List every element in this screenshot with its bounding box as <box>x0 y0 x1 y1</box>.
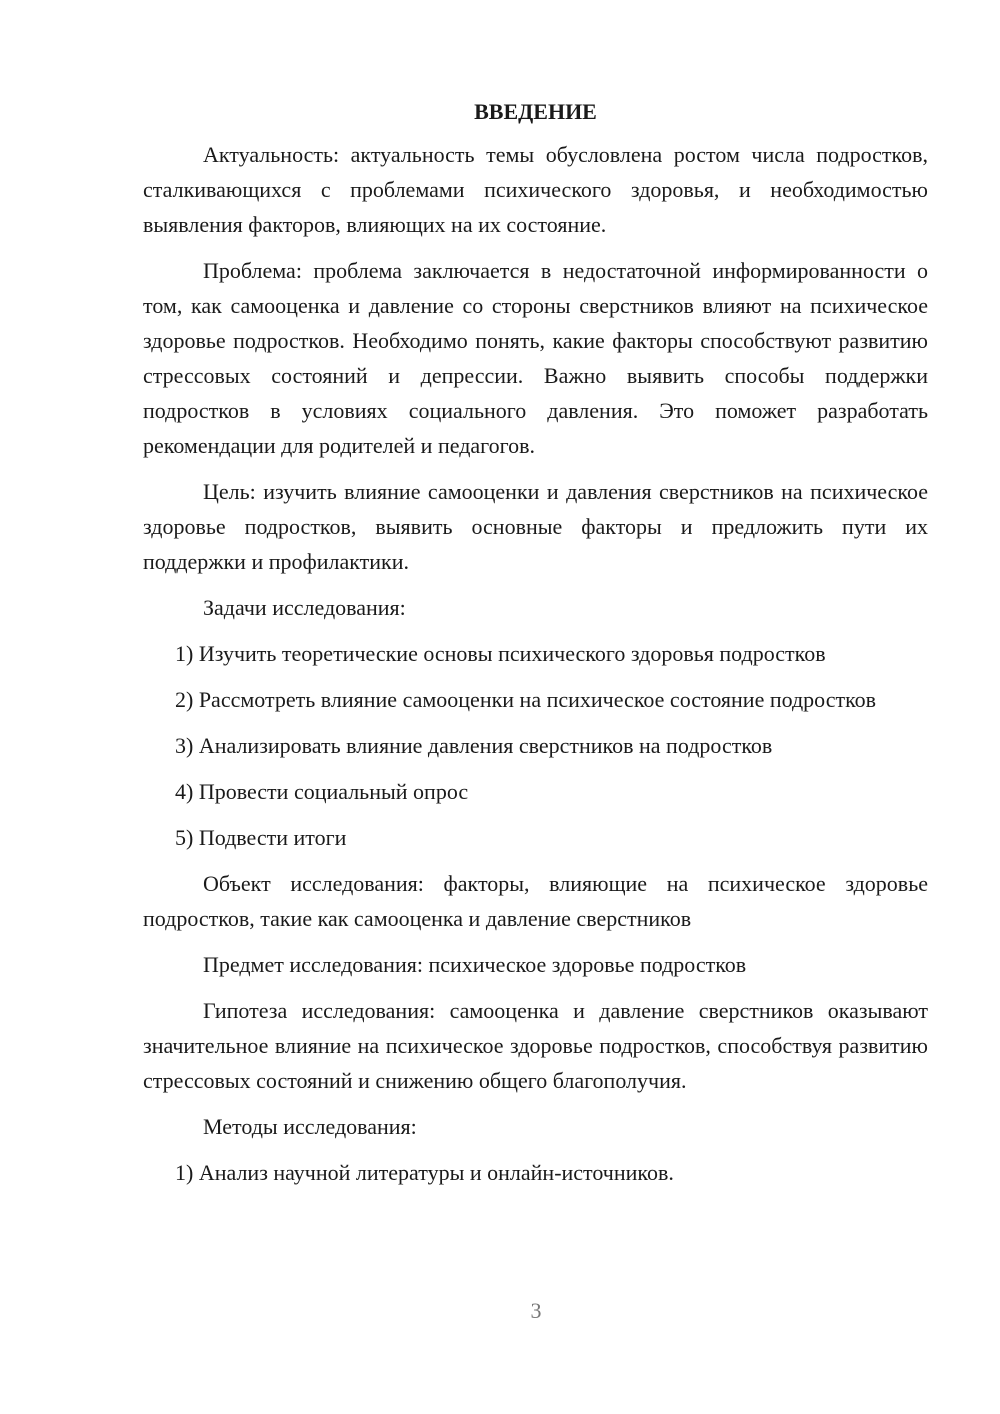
task-item: 3) Анализировать влияние давления сверстников на подростков <box>175 733 773 758</box>
paragraph-problem: Проблема: проблема заключается в недостаточной информированности о том, как самооценка и давление со стороны сверстников влияют на психическое здоровье подростков. Необходимо понять, какие факторы способствуют развитию стрессовых состояний и депрессии. Важно выявить способы поддержки подростков в условиях социального давления. Это поможет разработать рекомендации для родителей и педагогов. <box>143 258 928 458</box>
task-item: 2) Рассмотреть влияние самооценки на психическое состояние подростков <box>175 687 877 712</box>
task-item: 4) Провести социальный опрос <box>175 779 469 804</box>
tasks-heading: Задачи исследования: <box>203 595 406 620</box>
paragraph-object: Объект исследования: факторы, влияющие на психическое здоровье подростков, такие как самооценка и давление сверстников <box>143 871 928 931</box>
paragraph-subject: Предмет исследования: психическое здоровье подростков <box>203 952 747 977</box>
paragraph-relevance: Актуальность: актуальность темы обусловлена ростом числа подростков, сталкивающихся с проблемами психического здоровья, и необходимостью выявления факторов, влияющих на их состояние. <box>143 142 928 237</box>
task-item: 5) Подвести итоги <box>175 825 347 850</box>
method-item: 1) Анализ научной литературы и онлайн-источников. <box>175 1160 674 1185</box>
task-item: 1) Изучить теоретические основы психического здоровья подростков <box>175 641 826 666</box>
methods-heading: Методы исследования: <box>203 1114 417 1139</box>
page-number: 3 <box>530 1298 542 1323</box>
page-content <box>143 94 928 1201</box>
section-title: ВВЕДЕНИЕ <box>474 99 597 124</box>
paragraph-hypothesis: Гипотеза исследования: самооценка и давление сверстников оказывают значительное влияние на психическое здоровье подростков, способствуя развитию стрессовых состояний и снижению общего благополучия. <box>143 998 928 1093</box>
paragraph-goal: Цель: изучить влияние самооценки и давления сверстников на психическое здоровье подростков, выявить основные факторы и предложить пути их поддержки и профилактики. <box>143 479 928 574</box>
